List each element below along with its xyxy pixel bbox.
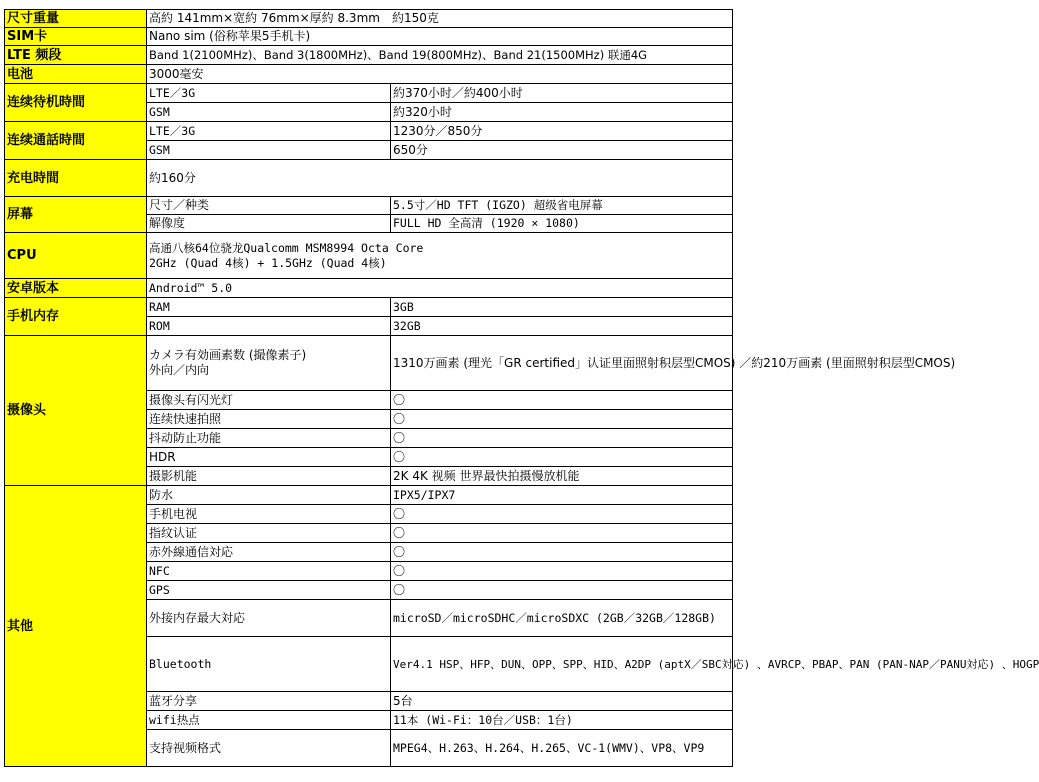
memory-key: RAM <box>147 298 391 317</box>
camera-value: 〇 <box>391 429 733 448</box>
camera-key: 抖动防止功能 <box>147 429 391 448</box>
other-value: IPX5/IPX7 <box>391 486 733 505</box>
memory-value: 32GB <box>391 317 733 336</box>
camera-key: 连续快速拍照 <box>147 410 391 429</box>
row-charge <box>5 160 733 197</box>
other-value: 〇 <box>391 543 733 562</box>
screen-key: 解像度 <box>147 215 391 233</box>
other-key: 外接内存最大対応 <box>147 600 391 637</box>
other-value: microSD／microSDHC／microSDXC (2GB／32GB／128GB) <box>391 600 733 637</box>
screen-value: FULL HD 全高清 (1920 × 1080) <box>391 215 733 233</box>
row-screen-1 <box>5 197 733 215</box>
value-charge: 約160分 <box>147 160 733 197</box>
camera-value: 〇 <box>391 391 733 410</box>
memory-value: 3GB <box>391 298 733 317</box>
other-key: 支持视频格式 <box>147 730 391 767</box>
label-screen: 屏幕 <box>5 197 147 233</box>
cpu-line-1: 高通八核64位骁龙Qualcomm MSM8994 Octa Core <box>149 240 424 255</box>
value-os: Android™ 5.0 <box>147 279 733 298</box>
camera-key: 摄影机能 <box>147 467 391 486</box>
row-camera-1 <box>5 336 733 391</box>
label-standby: 连续待机時間 <box>5 84 147 122</box>
label-talk: 连续通話時間 <box>5 122 147 160</box>
camera-key: カメラ有効画素数 (撮像素子) 外向／内向 <box>147 336 391 391</box>
row-memory-1 <box>5 298 733 317</box>
row-os <box>5 279 733 298</box>
other-value: 5台 <box>391 692 733 711</box>
standby-value: 約370小时／約400小时 <box>391 84 733 103</box>
row-size-weight <box>5 10 733 28</box>
other-key: 蓝牙分享 <box>147 692 391 711</box>
value-cpu <box>147 233 733 279</box>
other-key: 指纹认证 <box>147 524 391 543</box>
label-memory: 手机内存 <box>5 298 147 336</box>
camera-key: HDR <box>147 448 391 467</box>
row-other-1 <box>5 486 733 505</box>
standby-value: 約320小时 <box>391 103 733 122</box>
other-value: 〇 <box>391 562 733 581</box>
camera-value: 1310万画素 (理光「GR certified」认证里面照射积层型CMOS) ／約210万画素 (里面照射积层型CMOS) <box>391 336 733 391</box>
camera-value: 2K 4K 视频 世界最快拍摄慢放机能 <box>391 467 733 486</box>
label-os: 安卓版本 <box>5 279 147 298</box>
row-battery <box>5 65 733 84</box>
talk-value: 1230分／850分 <box>391 122 733 141</box>
label-battery: 电池 <box>5 65 147 84</box>
spec-table <box>4 9 1039 767</box>
label-cpu: CPU <box>5 233 147 279</box>
other-key: GPS <box>147 581 391 600</box>
other-value: 〇 <box>391 524 733 543</box>
label-charge: 充电時間 <box>5 160 147 197</box>
standby-key: GSM <box>147 103 391 122</box>
other-value: 11本 (Wi-Fi：10台／USB：1台) <box>391 711 733 730</box>
camera-key: 摄像头有闪光灯 <box>147 391 391 410</box>
row-standby-1 <box>5 84 733 103</box>
standby-key: LTE／3G <box>147 84 391 103</box>
talk-key: GSM <box>147 141 391 160</box>
other-key: 防水 <box>147 486 391 505</box>
row-talk-1 <box>5 122 733 141</box>
value-sim: Nano sim (俗称苹果5手机卡) <box>147 28 733 46</box>
other-key: 赤外線通信対応 <box>147 543 391 562</box>
value-lte: Band 1(2100MHz)、Band 3(1800MHz)、Band 19(800MHz)、Band 21(1500MHz) 联通4G <box>147 46 733 65</box>
row-lte <box>5 46 733 65</box>
talk-key: LTE／3G <box>147 122 391 141</box>
other-value: MPEG4、H.263、H.264、H.265、VC-1(WMV)、VP8、VP9 <box>391 730 733 767</box>
label-camera: 摄像头 <box>5 336 147 486</box>
other-key: wifi热点 <box>147 711 391 730</box>
other-key: Bluetooth <box>147 637 391 692</box>
label-sim: SIM卡 <box>5 28 147 46</box>
value-battery: 3000毫安 <box>147 65 733 84</box>
screen-value: 5.5寸／HD TFT (IGZO) 超级省电屏幕 <box>391 197 733 215</box>
camera-value: 〇 <box>391 410 733 429</box>
screen-key: 尺寸／种类 <box>147 197 391 215</box>
other-value: Ver4.1 HSP、HFP、DUN、OPP、SPP、HID、A2DP (aptX／SBC対応) 、AVRCP、PBAP、PAN (PAN-NAP／PANU対応) 、HOGP <box>391 637 733 692</box>
row-cpu <box>5 233 733 279</box>
label-other: 其他 <box>5 486 147 767</box>
talk-value: 650分 <box>391 141 733 160</box>
cpu-line-2: 2GHz (Quad 4核) + 1.5GHz (Quad 4核) <box>149 255 387 270</box>
label-lte: LTE 频段 <box>5 46 147 65</box>
other-value: 〇 <box>391 581 733 600</box>
camera-value: 〇 <box>391 448 733 467</box>
row-sim <box>5 28 733 46</box>
value-size-weight: 高約 141mm×宽約 76mm×厚約 8.3mm 約150克 <box>147 10 733 28</box>
other-key: 手机电视 <box>147 505 391 524</box>
memory-key: ROM <box>147 317 391 336</box>
label-size-weight: 尺寸重量 <box>5 10 147 28</box>
other-key: NFC <box>147 562 391 581</box>
other-value: 〇 <box>391 505 733 524</box>
